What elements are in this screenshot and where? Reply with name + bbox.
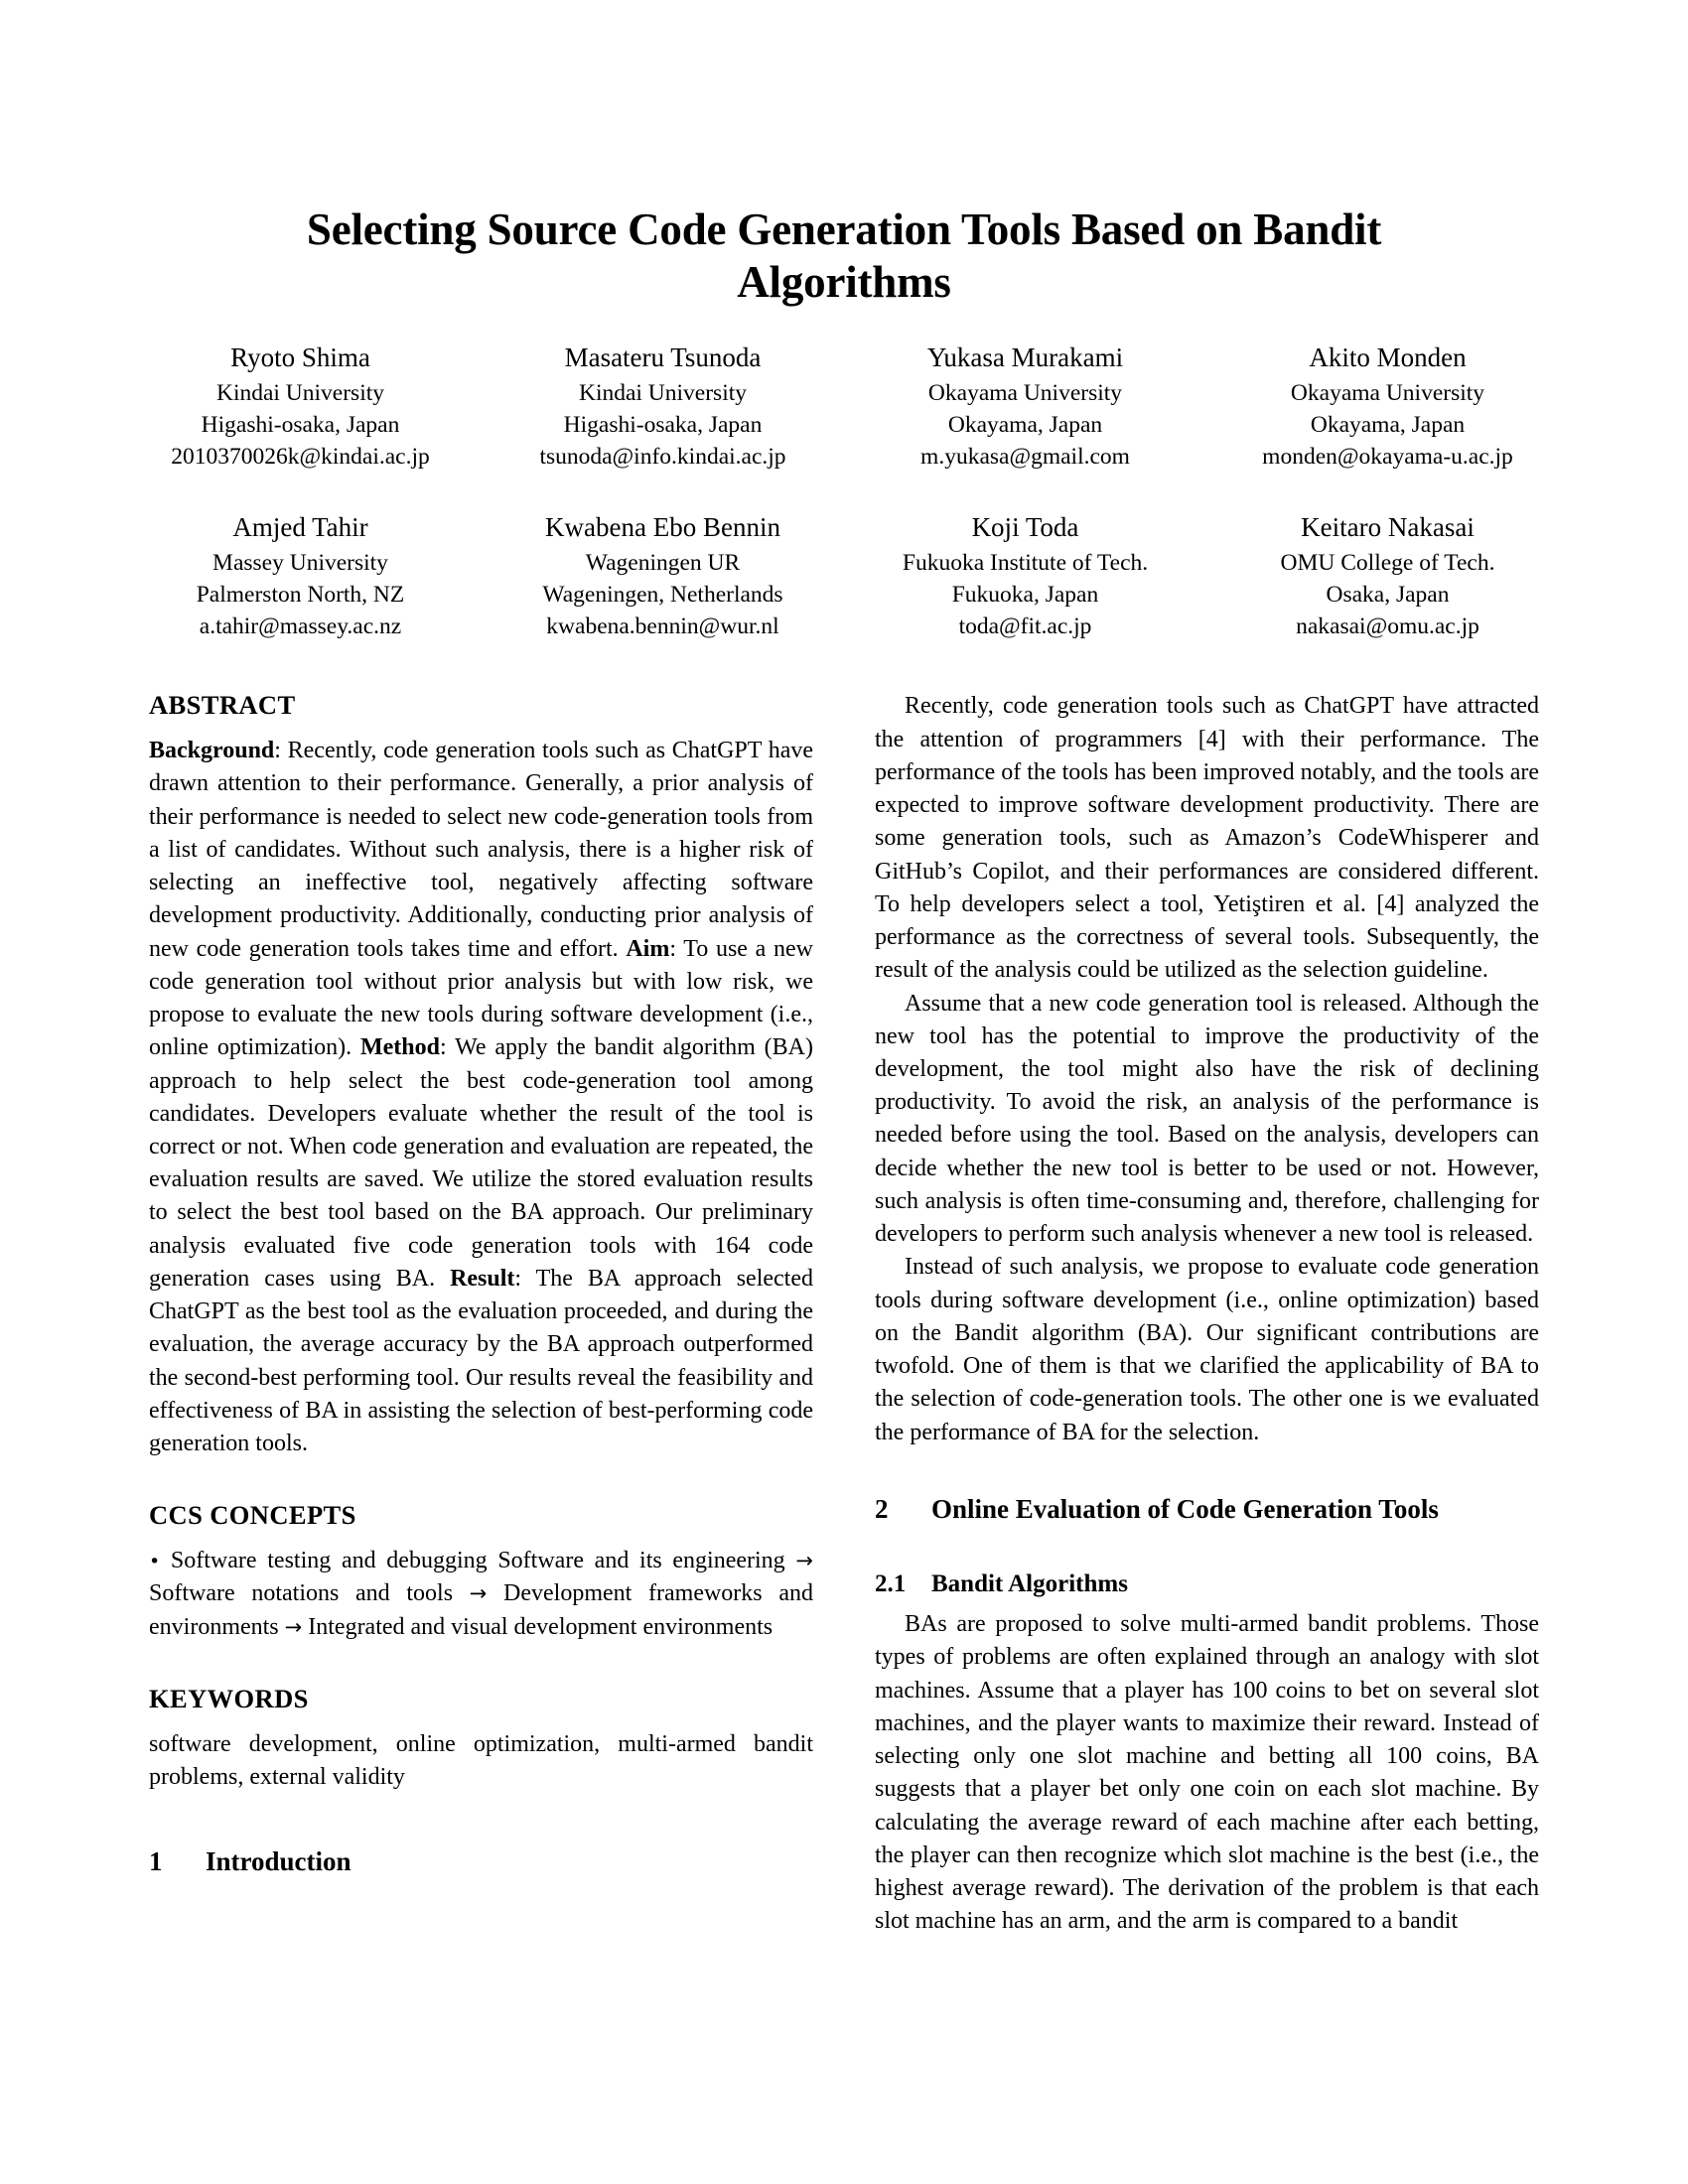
abstract-label-method: Method	[360, 1034, 440, 1061]
abstract-background-text: : Recently, code generation tools such as ChatGPT have drawn attention to their performance. Generally, a prior analysis of their performance is needed to select new code-generation tools from a list of candidates. Without such analysis, there is a higher risk of selecting an ineffective tool, negatively affecting software development productivity. Additionally, conducting prior analysis of new code generation tools takes time and effort.	[149, 738, 813, 962]
ccs-part-4: Integrated and visual development environments	[302, 1613, 774, 1640]
author-location: Osaka, Japan	[1326, 582, 1450, 609]
ccs-heading: CCS CONCEPTS	[149, 1500, 356, 1531]
author-affiliation: OMU College of Tech.	[1280, 549, 1495, 576]
author-name: Amjed Tahir	[232, 512, 368, 543]
author-name: Ryoto Shima	[230, 342, 370, 373]
author-row	[119, 473, 1569, 642]
spacer	[149, 1644, 813, 1684]
ccs-text	[149, 1545, 813, 1644]
ccs-part-2: Software notations and tools	[149, 1580, 470, 1607]
abstract-method-text: : We apply the bandit algorithm (BA) approach to help select the best code-generation tool among candidates. Developers evaluate whether the result of the tool is correct or not. When code generation and evaluation are repeated, the evaluation results are saved. We utilize the stored evaluation results to select the best tool based on the BA approach. Our preliminary analysis evaluated five code generation tools with 164 code generation cases using BA.	[149, 1034, 813, 1292]
author-location: Higashi-osaka, Japan	[563, 411, 763, 438]
section-title: Online Evaluation of Code Generation Tools	[931, 1493, 1439, 1524]
author-location: Fukuoka, Japan	[951, 582, 1099, 609]
author-email: toda@fit.ac.jp	[958, 614, 1092, 640]
intro-paragraph-3: Instead of such analysis, we propose to evaluate code generation tools during software development (i.e., online optimization) based on the Bandit algorithm (BA). Our significant contributions are twofold. One of them is that we clarified the applicability of BA to the selection of code-generation tools. The other one is we evaluated the performance of BA for the selection.	[875, 1254, 1539, 1445]
section-heading-2	[875, 1493, 1539, 1525]
author-affiliation: Kindai University	[215, 379, 385, 406]
subsection-heading-2-1	[875, 1570, 1539, 1599]
intro-paragraph-1: Recently, code generation tools such as ChatGPT have attracted the attention of programmers [4] with their performance. The performance of the tools has been improved notably, and the tools are expected to improve software development productivity. There are some generation tools, such as Amazon’s CodeWhisperer and GitHub’s Copilot, and their performances are considered different. To help developers select a tool, Yetiştiren et al. [4] analyzed the performance as the correctness of several tools. Subsequently, the result of the analysis could be utilized as the selection guideline.	[875, 693, 1539, 984]
section-number: 2	[875, 1493, 889, 1524]
author-location: Okayama, Japan	[1310, 411, 1466, 438]
author-location: Okayama, Japan	[947, 411, 1103, 438]
body-columns	[149, 642, 1539, 1938]
author-name: Akito Monden	[1309, 342, 1467, 373]
author-email: m.yukasa@gmail.com	[920, 444, 1130, 471]
author-location: Higashi-osaka, Japan	[201, 411, 400, 438]
spacer	[875, 1540, 1539, 1570]
section-title: Introduction	[206, 1846, 352, 1877]
arrow-right-icon: →	[284, 1614, 303, 1639]
author-email: kwabena.bennin@wur.nl	[546, 614, 779, 640]
title-block	[258, 0, 1430, 309]
author-affiliation: Massey University	[212, 549, 388, 576]
abstract-text	[149, 735, 813, 1460]
arrow-right-icon: →	[795, 1549, 813, 1573]
abstract-label-background: Background	[149, 738, 275, 764]
author-affiliation: Kindai University	[578, 379, 748, 406]
ccs-part-3: Development frameworks and environments	[149, 1580, 813, 1640]
intro-paragraph-2: Assume that a new code generation tool is released. Although the new tool has the potential to improve the productivity of the development, the tool might also have the risk of declining productivity. To avoid the risk, an analysis of the performance is needed before using the tool. Based on the analysis, developers can decide whether the new tool is better to be used or not. However, such analysis is often time-consuming and, therefore, challenging for developers to perform such analysis whenever a new tool is released.	[875, 990, 1539, 1248]
abstract-label-result: Result	[450, 1265, 515, 1292]
author-affiliation: Okayama University	[1290, 379, 1485, 406]
author-email: 2010370026k@kindai.ac.jp	[171, 444, 430, 471]
section-heading-1	[149, 1845, 813, 1877]
author-email: monden@okayama-u.ac.jp	[1262, 444, 1513, 471]
author-name: Masateru Tsunoda	[564, 342, 762, 373]
abstract-result-text: : The BA approach selected ChatGPT as the best tool as the evaluation proceeded, and during the evaluation, the average accuracy by the BA approach outperformed the second-best performing tool. Our results reveal the feasibility and effectiveness of BA in assisting the selection of best-performing code generation tools.	[149, 1265, 813, 1457]
bandit-paragraph-1: BAs are proposed to solve multi-armed bandit problems. Those types of problems are often explained through an analogy with slot machines. Assume that a player has 100 coins to bet on several slot machines, and the player wants to maximize their reward. Instead of selecting only one slot machine and betting all 100 coins, BA suggests that a player bet only one coin on each slot machine. By calculating the average reward of each machine after each betting, the player can then recognize which slot machine is the best (i.e., the highest average reward). The derivation of the problem is that each slot machine has an arm, and the arm is compared to a bandit	[875, 1611, 1539, 1935]
author-name: Yukasa Murakami	[926, 342, 1124, 373]
author-entry	[844, 341, 1206, 473]
author-block	[119, 309, 1569, 642]
keywords-heading: KEYWORDS	[149, 1683, 309, 1713]
spacer	[149, 1794, 813, 1845]
section-number: 1	[149, 1846, 163, 1877]
author-row	[119, 341, 1569, 473]
right-column	[875, 690, 1539, 1938]
arrow-right-icon: →	[469, 1581, 488, 1606]
author-affiliation: Okayama University	[927, 379, 1123, 406]
page-title: Selecting Source Code Generation Tools Based on Bandit Algorithms	[306, 205, 1382, 308]
abstract-heading: ABSTRACT	[149, 690, 296, 721]
author-name: Kwabena Ebo Bennin	[545, 512, 780, 543]
left-column	[149, 690, 813, 1892]
author-email: tsunoda@info.kindai.ac.jp	[539, 444, 786, 471]
spacer	[875, 1449, 1539, 1493]
author-entry	[482, 341, 844, 473]
author-location: Wageningen, Netherlands	[542, 582, 783, 609]
author-name: Keitaro Nakasai	[1301, 512, 1475, 543]
author-name: Koji Toda	[971, 512, 1079, 543]
author-location: Palmerston North, NZ	[196, 582, 405, 609]
author-affiliation: Wageningen UR	[585, 549, 741, 576]
author-entry	[1206, 510, 1569, 642]
abstract-aim-text: : To use a new code generation tool without prior analysis but with low risk, we propose to evaluate the new tools during software development (i.e., online optimization).	[149, 935, 813, 1061]
ccs-part-1: Software testing and debugging Software and its engineering	[160, 1548, 796, 1574]
author-entry	[1206, 341, 1569, 473]
spacer	[149, 1460, 813, 1500]
keywords-text: software development, online optimization, multi-armed bandit problems, external validity	[149, 1730, 813, 1790]
author-email: a.tahir@massey.ac.nz	[199, 614, 402, 640]
author-entry	[119, 341, 482, 473]
subsection-title: Bandit Algorithms	[931, 1570, 1128, 1598]
author-entry	[482, 510, 844, 642]
author-email: nakasai@omu.ac.jp	[1296, 614, 1479, 640]
abstract-label-aim: Aim	[626, 935, 670, 962]
author-entry	[844, 510, 1206, 642]
author-entry	[119, 510, 482, 642]
author-affiliation: Fukuoka Institute of Tech.	[902, 549, 1149, 576]
bullet-icon: •	[149, 1551, 161, 1573]
subsection-number: 2.1	[875, 1570, 907, 1598]
